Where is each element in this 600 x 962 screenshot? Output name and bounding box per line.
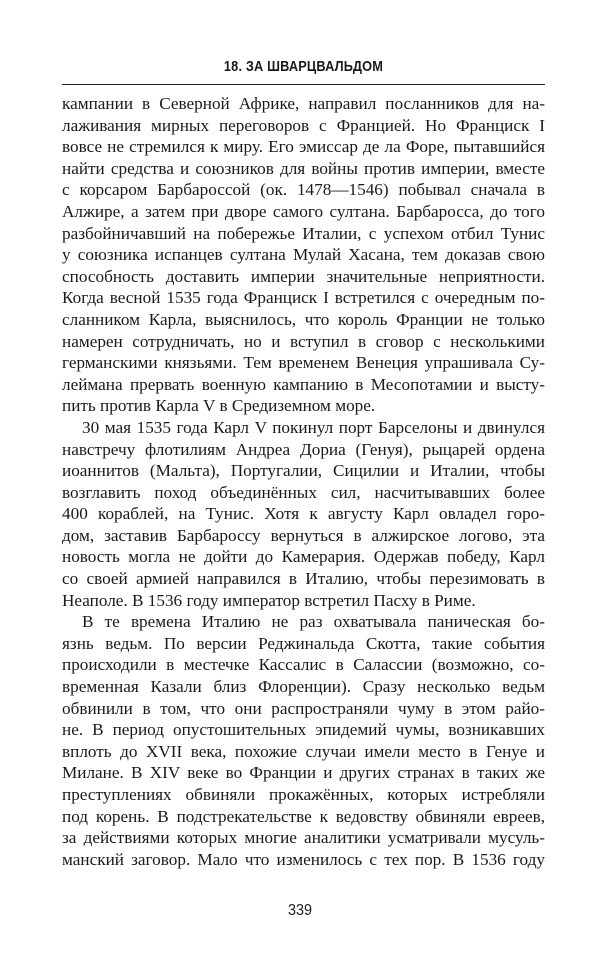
- running-header: 18. ЗА ШВАРЦВАЛЬДОМ: [223, 58, 384, 75]
- text-line: происходили в местечке Кассалис в Салассии (возможно, со-: [62, 655, 545, 675]
- paragraph: [62, 417, 545, 611]
- text-line: преступлениях обвиняли прокажённых, которых истребляли: [62, 785, 545, 804]
- text-line: кампании в Северной Африке, направил посланников для на-: [62, 94, 545, 113]
- text-line: манский заговор. Мало что изменилось с тех пор. В 1536 году: [62, 849, 545, 869]
- page-body: [62, 93, 545, 870]
- text-line: 400 кораблей, на Тунис. Хотя к августу Карл овладел горо-: [62, 504, 545, 524]
- text-line: лаживания мирных переговоров с Францией. Но Франциск I: [62, 115, 545, 135]
- text-line: В те времена Италию не раз охватывала паническая бо-: [82, 612, 545, 632]
- text-line: за действиями которых многие аналитики усматривали мусуль-: [62, 828, 545, 848]
- text-line: Когда весной 1535 года Франциск I встретился с очередным по-: [62, 288, 545, 308]
- text-line: вплоть до XVII века, похожие случаи имели место в Генуе и: [62, 741, 545, 761]
- text-line: дом, заставив Барбароссу вернуться в алжирское логово, эта: [62, 525, 545, 545]
- text-line: Алжире, а затем при дворе самого султана. Барбаросса, до того: [62, 201, 545, 221]
- page-number: 339: [287, 902, 313, 919]
- header-rule: [62, 84, 545, 85]
- text-line: временная Казали близ Флоренции). Сразу несколько ведьм: [62, 677, 545, 697]
- paragraph: [62, 93, 545, 417]
- text-line: возглавить поход объединённых сил, насчитывавших более: [62, 482, 545, 502]
- text-line: у союзника испанцев султана Мулай Хасана, тем доказав свою: [62, 245, 545, 265]
- text-line: намерен сотрудничать, но и вступил в сговор с несколькими: [62, 331, 545, 351]
- text-line: Неаполе. В 1536 году император встретил Пасху в Риме.: [62, 590, 476, 610]
- text-line: разбойничавший на побережье Италии, с успехом отбил Тунис: [62, 223, 545, 243]
- text-line: иоаннитов (Мальта), Португалии, Сицилии и Италии, чтобы: [62, 461, 545, 481]
- text-line: навстречу флотилиям Андреа Дориа (Генуя), рыцарей ордена: [62, 439, 545, 459]
- text-line: найти средства и союзников для войны против империи, вместе: [62, 158, 545, 178]
- text-line: язнь ведьм. По версии Реджинальда Скотта, такие события: [62, 633, 545, 653]
- text-line: новость могла не дойти до Камерария. Одержав победу, Карл: [62, 547, 545, 567]
- text-line: не. В период опустошительных эпидемий чумы, возникавших: [62, 720, 545, 740]
- text-line: леймана прервать военную кампанию в Месопотамии и высту-: [62, 374, 545, 394]
- text-line: германскими князьями. Тем временем Венеция упрашивала Су-: [62, 353, 545, 373]
- text-line: с корсаром Барбароссой (ок. 1478—1546) побывал сначала в: [62, 180, 545, 200]
- paragraph: [62, 611, 545, 870]
- text-line: Милане. В XIV веке во Франции и других странах в таких же: [62, 763, 545, 783]
- text-line: сланником Карла, выяснилось, что король Франции не только: [62, 309, 545, 329]
- text-line: под корень. В подстрекательстве к ведовству обвиняли евреев,: [62, 806, 545, 826]
- text-line: со своей армией направился в Италию, чтобы перезимовать в: [62, 569, 545, 589]
- text-line: способность доставить империи значительные неприятности.: [62, 266, 545, 286]
- text-line: вовсе не стремился к миру. Его эмиссар де ла Форе, пытавшийся: [62, 137, 545, 157]
- text-line: пить против Карла V в Средиземном море.: [62, 396, 376, 416]
- text-line: 30 мая 1535 года Карл V покинул порт Барселоны и двинулся: [82, 417, 545, 437]
- text-line: обвинили в том, что они распространяли чуму в этом райо-: [62, 698, 545, 718]
